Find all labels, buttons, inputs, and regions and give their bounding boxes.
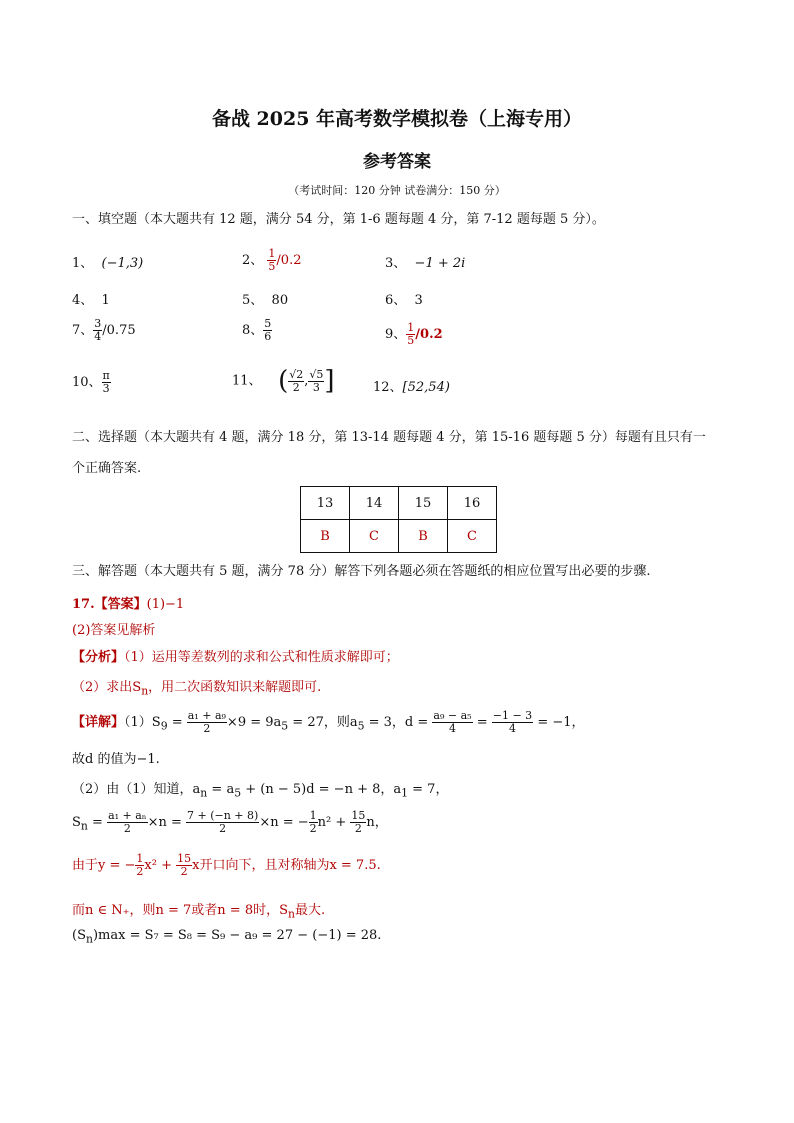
exam-info: （考试时间：120 分钟 试卷满分：150 分） [288,184,506,197]
section3-heading: 三、解答题（本大题共有 5 题，满分 78 分）解答下列各题必须在答题纸的相应位置写出必要的步骤. [72,564,651,579]
table-header-row [301,487,497,520]
answer-5: 5、 80 [242,293,289,308]
q17-n-max: 而n ∈ N₊，则n = 7或者n = 8时，$S_n$最大. [72,903,326,921]
table-cell: 16 [448,487,497,520]
answer-10: 10、 $\frac{\pi}{3}$ [72,369,110,395]
page-title: 备战 2025 年高考数学模拟卷（上海专用） [211,108,583,130]
answer-12: 12、[52,54) [373,380,450,395]
q17-analysis-2: （2）求出$S_n$，用二次函数知识来解题即可. [72,680,322,698]
q17-max-value: $(S_n)\max = S_7 = S_8 = S_9 - a_9 = 27 - (-1) = 28$. [72,928,382,946]
answer-7: 7、 $\frac{3}{4}$ /0.75 [72,317,136,343]
q17-parabola: 由于y = − $\frac{1}{2}$ x² + $\frac{15}{2}$ x开口向下，且对称轴为x = 7.5. [72,852,381,878]
q17-d-value: 故d 的值为−1. [72,752,160,767]
q17-answer: 17.【答案】(1)−1 [72,597,185,612]
q17-sn-formula: $S_n$ = $\frac{\text{a₁ + aₙ}}{2}$ ×n = $\frac{7 + (-n + 8)}{2}$ ×n = − $\frac{1}{2}$ n² + $\frac{15}{2}$ n， [72,809,388,835]
q17-analysis-1: 【分析】（1）运用等差数列的求和公式和性质求解即可； [72,650,399,665]
table-cell: C [350,520,399,553]
answer-3: 3、 −1 + 2i [385,256,466,271]
answer-9: 9、 $\frac{1}{5}$ /0.2 [385,321,443,347]
table-cell: 13 [301,487,350,520]
answer-4: 4、 1 [72,293,110,308]
answer-8: 8、 $\frac{5}{6}$ [242,317,272,343]
table-cell: 15 [399,487,448,520]
table-answer-row [301,520,497,553]
answer-1: 1、 (−1,3) [72,256,144,271]
q17-detail-1: 【详解】$(1)S_9$ = $\frac{\text{a₁ + a₉}}{2}$ $\times 9 = 9a_5 = 27$，则$a_5 = 3$，d = $\frac{\text{a₉ − a₅}}{4}$ = $\frac{-1 - 3}{4}$ = −1， [72,709,585,735]
table-cell: C [448,520,497,553]
q17-part2: (2)答案见解析 [72,623,156,638]
q17-part2-line1: （2）由（1）知道，$a_n = a_5 + (n - 5)d = -n + 8$，$a_1 = 7$， [72,782,449,800]
answer-11: 11、 ( $\frac{√2}{2}$ , $\frac{√5}{3}$ ] [232,366,335,396]
table-cell: 14 [350,487,399,520]
answer-2: 2、 $\frac{1}{5}$ /0.2 [242,247,302,273]
section2-heading-line1: 二、选择题（本大题共有 4 题，满分 18 分，第 13-14 题每题 4 分，第 15-16 题每题 5 分）每题有且只有一 [72,430,706,445]
answer-6: 6、 3 [385,293,423,308]
page-subtitle: 参考答案 [363,152,431,172]
table-cell: B [399,520,448,553]
choice-answer-table [300,486,497,553]
section1-heading: 一、填空题（本大题共有 12 题，满分 54 分，第 1-6 题每题 4 分，第 7-12 题每题 5 分）。 [72,212,605,227]
table-cell: B [301,520,350,553]
section2-heading-line2: 个正确答案. [72,461,142,476]
